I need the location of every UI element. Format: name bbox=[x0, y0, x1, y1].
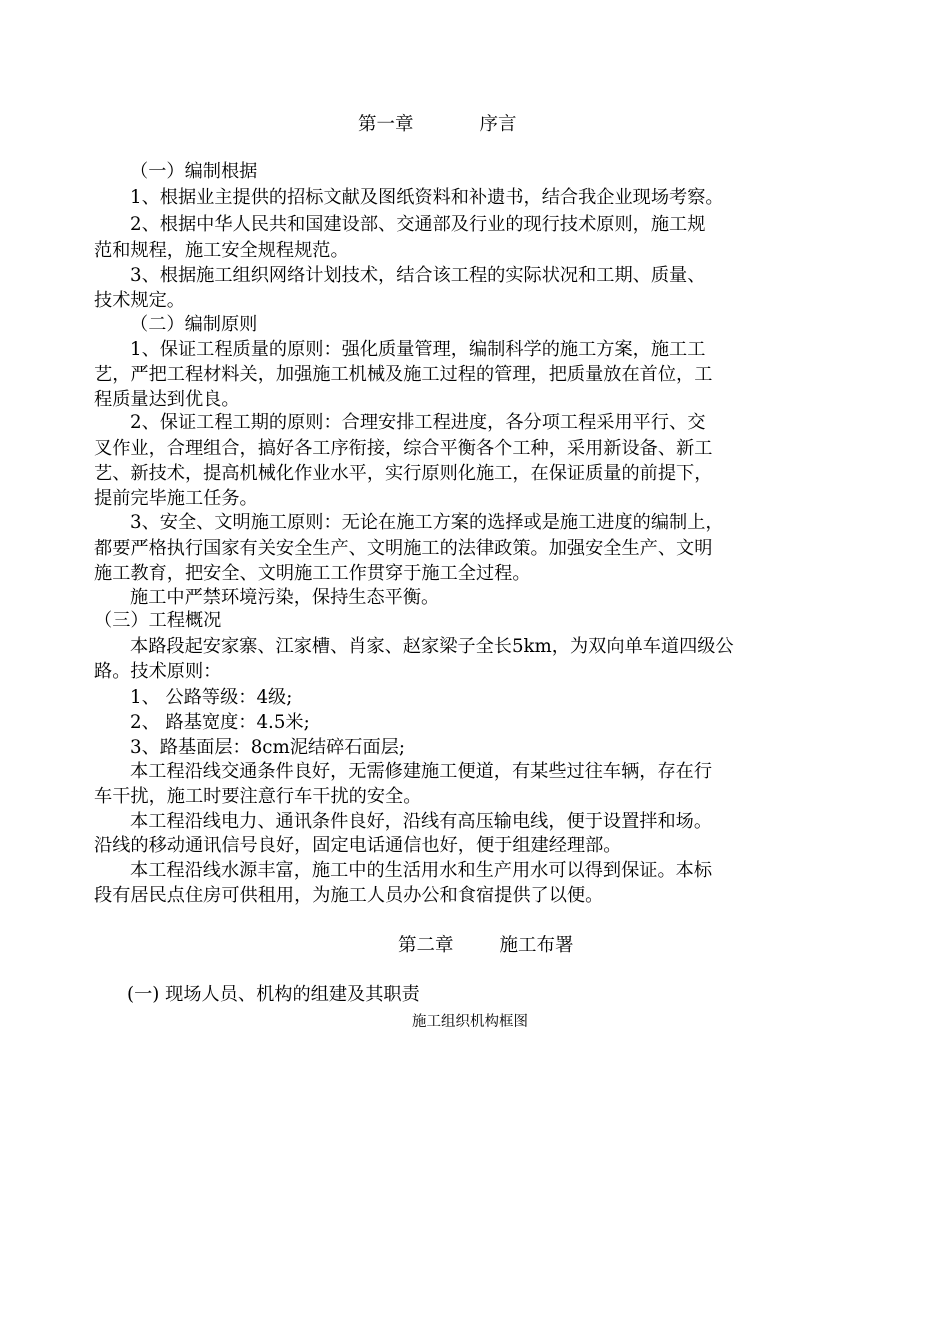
section-3-heading: （三）工程概况 bbox=[94, 610, 222, 631]
paragraph: 都要严格执行国家有关安全生产、文明施工的法律政策。加强安全生产、文明 bbox=[94, 538, 713, 559]
chapter-1-heading bbox=[358, 116, 517, 135]
org-chart-caption: 施工组织机构框图 bbox=[412, 1014, 528, 1030]
paragraph: 范和规程，施工安全规程规范。 bbox=[94, 240, 349, 261]
paragraph: 施工中严禁环境污染，保持生态平衡。 bbox=[130, 587, 440, 608]
paragraph: 艺、新技术，提高机械化作业水平，实行原则化施工，在保证质量的前提下， bbox=[94, 463, 713, 484]
paragraph: 2、保证工程工期的原则：合理安排工程进度，各分项工程采用平行、交 bbox=[130, 412, 706, 433]
paragraph: 车干扰，施工时要注意行车干扰的安全。 bbox=[94, 786, 422, 807]
list-item: 2、 路基宽度：4.5米; bbox=[130, 712, 310, 733]
chapter-1-title: 序言 bbox=[479, 114, 517, 135]
paragraph: 路。技术原则： bbox=[94, 661, 222, 682]
paragraph: 段有居民点住房可供租用，为施工人员办公和食宿提供了以便。 bbox=[94, 885, 604, 906]
paragraph: 本工程沿线电力、通讯条件良好，沿线有高压输电线，便于设置拌和场。 bbox=[130, 811, 713, 832]
section-4-heading: (一) 现场人员、机构的组建及其职责 bbox=[127, 984, 420, 1005]
paragraph: 1、保证工程质量的原则：强化质量管理，编制科学的施工方案，施工工 bbox=[130, 339, 706, 360]
paragraph: 3、根据施工组织网络计划技术，结合该工程的实际状况和工期、质量、 bbox=[130, 265, 706, 286]
paragraph: 技术规定。 bbox=[94, 290, 185, 311]
list-item: 1、 公路等级：4级; bbox=[130, 687, 293, 708]
section-1-heading: （一）编制根据 bbox=[130, 161, 258, 182]
paragraph: 叉作业，合理组合，搞好各工序衔接，综合平衡各个工种，采用新设备、新工 bbox=[94, 438, 713, 459]
paragraph: 1、根据业主提供的招标文献及图纸资料和补遗书，结合我企业现场考察。 bbox=[130, 187, 724, 208]
paragraph: 本路段起安家寨、江家槽、肖家、赵家梁子全长5km，为双向单车道四级公 bbox=[130, 636, 734, 657]
paragraph: 提前完毕施工任务。 bbox=[94, 488, 258, 509]
paragraph: 艺，严把工程材料关，加强施工机械及施工过程的管理，把质量放在首位，工 bbox=[94, 364, 713, 385]
chapter-1-number: 第一章 bbox=[358, 114, 414, 135]
paragraph: 程质量达到优良。 bbox=[94, 389, 240, 410]
chapter-2-title: 施工布署 bbox=[499, 935, 574, 956]
list-item: 3、路基面层：8cm泥结碎石面层; bbox=[130, 737, 405, 758]
section-2-heading: （二）编制原则 bbox=[130, 314, 258, 335]
paragraph: 施工教育，把安全、文明施工工作贯穿于施工全过程。 bbox=[94, 563, 531, 584]
paragraph: 2、根据中华人民共和国建设部、交通部及行业的现行技术原则，施工规 bbox=[130, 214, 706, 235]
paragraph: 3、安全、文明施工原则：无论在施工方案的选择或是施工进度的编制上， bbox=[130, 512, 724, 533]
paragraph: 本工程沿线交通条件良好，无需修建施工便道，有某些过往车辆，存在行 bbox=[130, 761, 713, 782]
paragraph: 本工程沿线水源丰富，施工中的生活用水和生产用水可以得到保证。本标 bbox=[130, 860, 713, 881]
chapter-2-number: 第二章 bbox=[398, 935, 454, 956]
paragraph: 沿线的移动通讯信号良好，固定电话通信也好，便于组建经理部。 bbox=[94, 835, 622, 856]
chapter-2-heading bbox=[398, 937, 574, 956]
